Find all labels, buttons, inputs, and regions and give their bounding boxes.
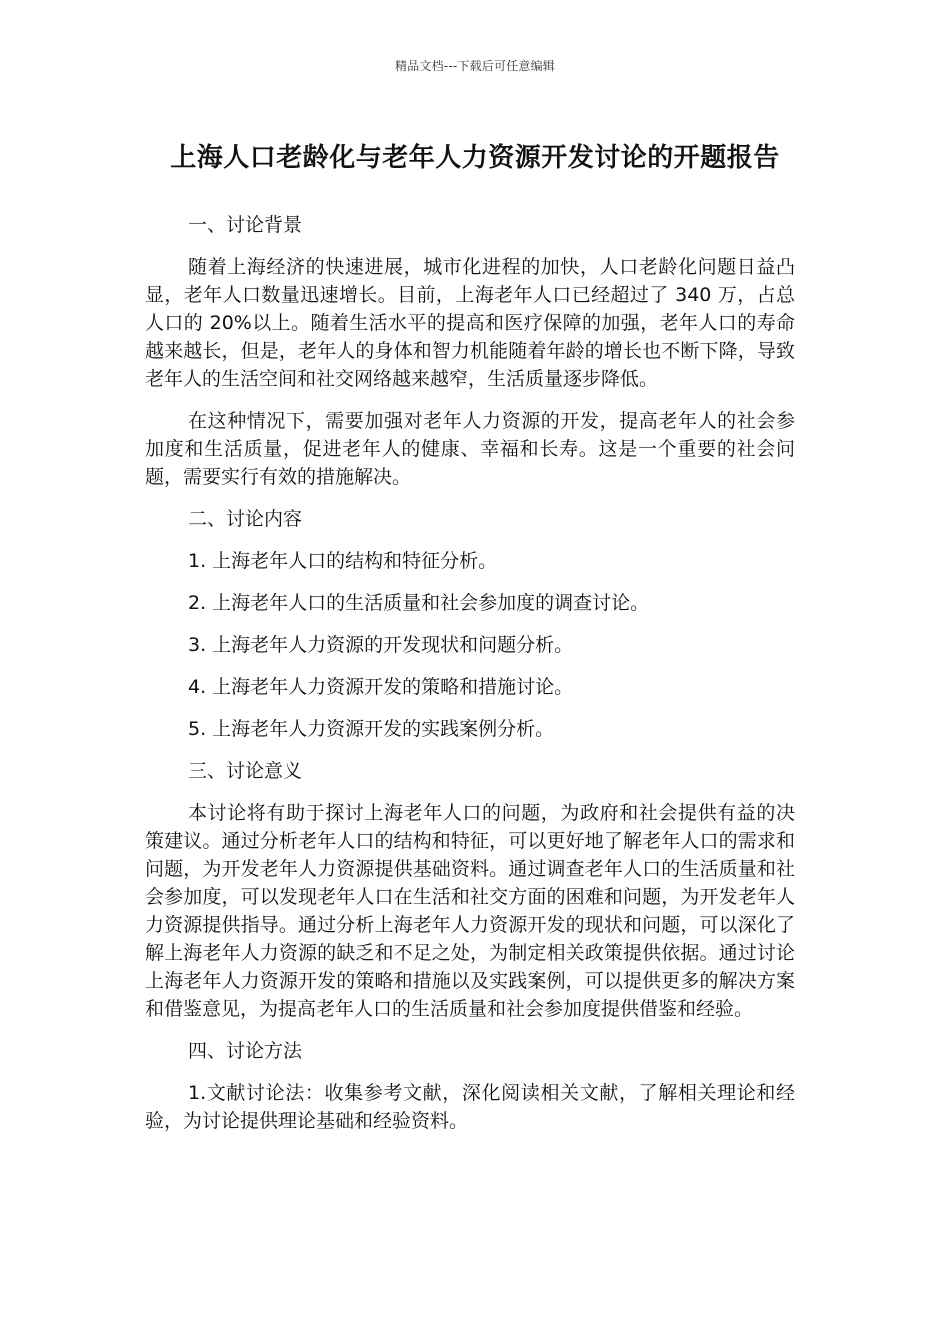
content-item-2: 2. 上海老年人口的生活质量和社会参加度的调查讨论。 [188,592,650,614]
content-item-5: 5. 上海老年人力资源开发的实践案例分析。 [188,718,555,740]
paragraph-background-1: 随着上海经济的快速进展，城市化进程的加快，人口老龄化问题日益凸显，老年人口数量迅速增长。目前，上海老年人口已经超过了 340 万，占总人口的 20%以上。随着生活水平的提高和医疗保障的加强，老年人口的寿命越来越长，但是，老年人的身体和智力机能随着年龄的增长也不断下降，导致老年人的生活空间和社交网络越来越窄，生活质量逐步降低。 [145,256,795,390]
section-heading-content: 二、讨论内容 [188,508,303,530]
section-heading-background: 一、讨论背景 [188,214,303,236]
paragraph-method-1: 1.文献讨论法：收集参考文献，深化阅读相关文献，了解相关理论和经验，为讨论提供理论基础和经验资料。 [145,1082,795,1132]
section-heading-significance: 三、讨论意义 [188,760,303,782]
content-item-4: 4. 上海老年人力资源开发的策略和措施讨论。 [188,676,574,698]
content-item-1: 1. 上海老年人口的结构和特征分析。 [188,550,498,572]
paragraph-background-2: 在这种情况下，需要加强对老年人力资源的开发，提高老年人的社会参加度和生活质量，促进老年人的健康、幸福和长寿。这是一个重要的社会问题，需要实行有效的措施解决。 [145,410,795,488]
header-note: 精品文档---下载后可任意编辑 [395,59,555,73]
document-title: 上海人口老龄化与老年人力资源开发讨论的开题报告 [170,143,780,173]
paragraph-significance: 本讨论将有助于探讨上海老年人口的问题，为政府和社会提供有益的决策建议。通过分析老年人口的结构和特征，可以更好地了解老年人口的需求和问题，为开发老年人力资源提供基础资料。通过调查老年人口的生活质量和社会参加度，可以发现老年人口在生活和社交方面的困难和问题，为开发老年人力资源提供指导。通过分析上海老年人力资源开发的现状和问题，可以深化了解上海老年人力资源的缺乏和不足之处，为制定相关政策提供依据。通过讨论上海老年人力资源开发的策略和措施以及实践案例，可以提供更多的解决方案和借鉴意见，为提高老年人口的生活质量和社会参加度提供借鉴和经验。 [145,802,795,1020]
content-item-3: 3. 上海老年人力资源的开发现状和问题分析。 [188,634,574,656]
section-heading-methods: 四、讨论方法 [188,1040,303,1062]
document-body [145,211,795,1149]
